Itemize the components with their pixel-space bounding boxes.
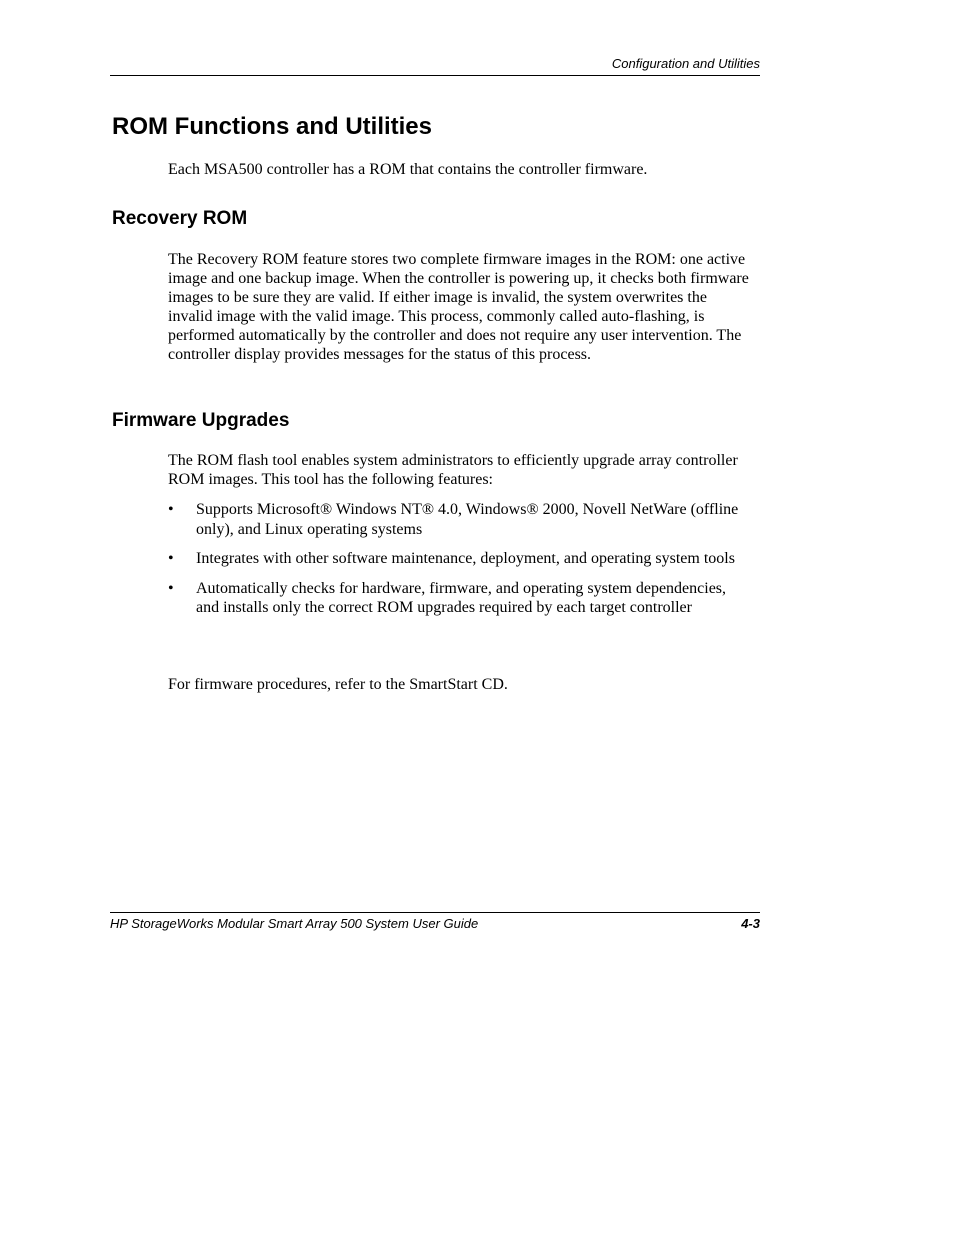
list-item-text: Integrates with other software maintenance, deployment, and operating system tools <box>196 550 735 567</box>
page-title: ROM Functions and Utilities <box>112 113 433 140</box>
section-heading-firmware-upgrades: Firmware Upgrades <box>112 410 290 431</box>
recovery-rom-paragraph: The Recovery ROM feature stores two complete firmware images in the ROM: one active image and one backup image. When the controller is powering up, it checks both firmware images to be sure they are valid. If either image is invalid, the system overwrites the invalid image with the valid image. This process, commonly called auto-flashing, is performed automatically by the controller and does not require any user intervention. The controller display provides messages for the status of this process. <box>168 251 749 363</box>
firmware-upgrades-paragraph: The ROM flash tool enables system administrators to efficiently upgrade array controller ROM images. This tool has the following features: <box>168 452 738 488</box>
page-number: 4-3 <box>741 916 760 931</box>
section-heading-recovery-rom: Recovery ROM <box>112 208 248 229</box>
list-item <box>168 549 753 569</box>
running-header-title: Configuration and Utilities <box>611 56 760 71</box>
running-footer <box>110 912 760 933</box>
list-item <box>168 500 753 539</box>
list-item-text: Supports Microsoft® Windows NT® 4.0, Windows® 2000, Novell NetWare (offline only), and Linux operating systems <box>196 501 739 538</box>
bullet-icon: • <box>168 501 174 518</box>
list-item <box>168 579 753 618</box>
bullet-icon: • <box>168 550 174 567</box>
bullet-icon: • <box>168 579 174 597</box>
intro-paragraph: Each MSA500 controller has a ROM that contains the controller firmware. <box>168 161 648 178</box>
feature-list <box>168 500 753 628</box>
closing-paragraph: For firmware procedures, refer to the SmartStart CD. <box>168 676 508 693</box>
running-header <box>110 55 760 76</box>
footer-guide-title: HP StorageWorks Modular Smart Array 500 System User Guide <box>110 916 479 931</box>
list-item-text: Automatically checks for hardware, firmware, and operating system dependencies, and installs only the correct ROM upgrades required by each target controller <box>196 579 727 616</box>
